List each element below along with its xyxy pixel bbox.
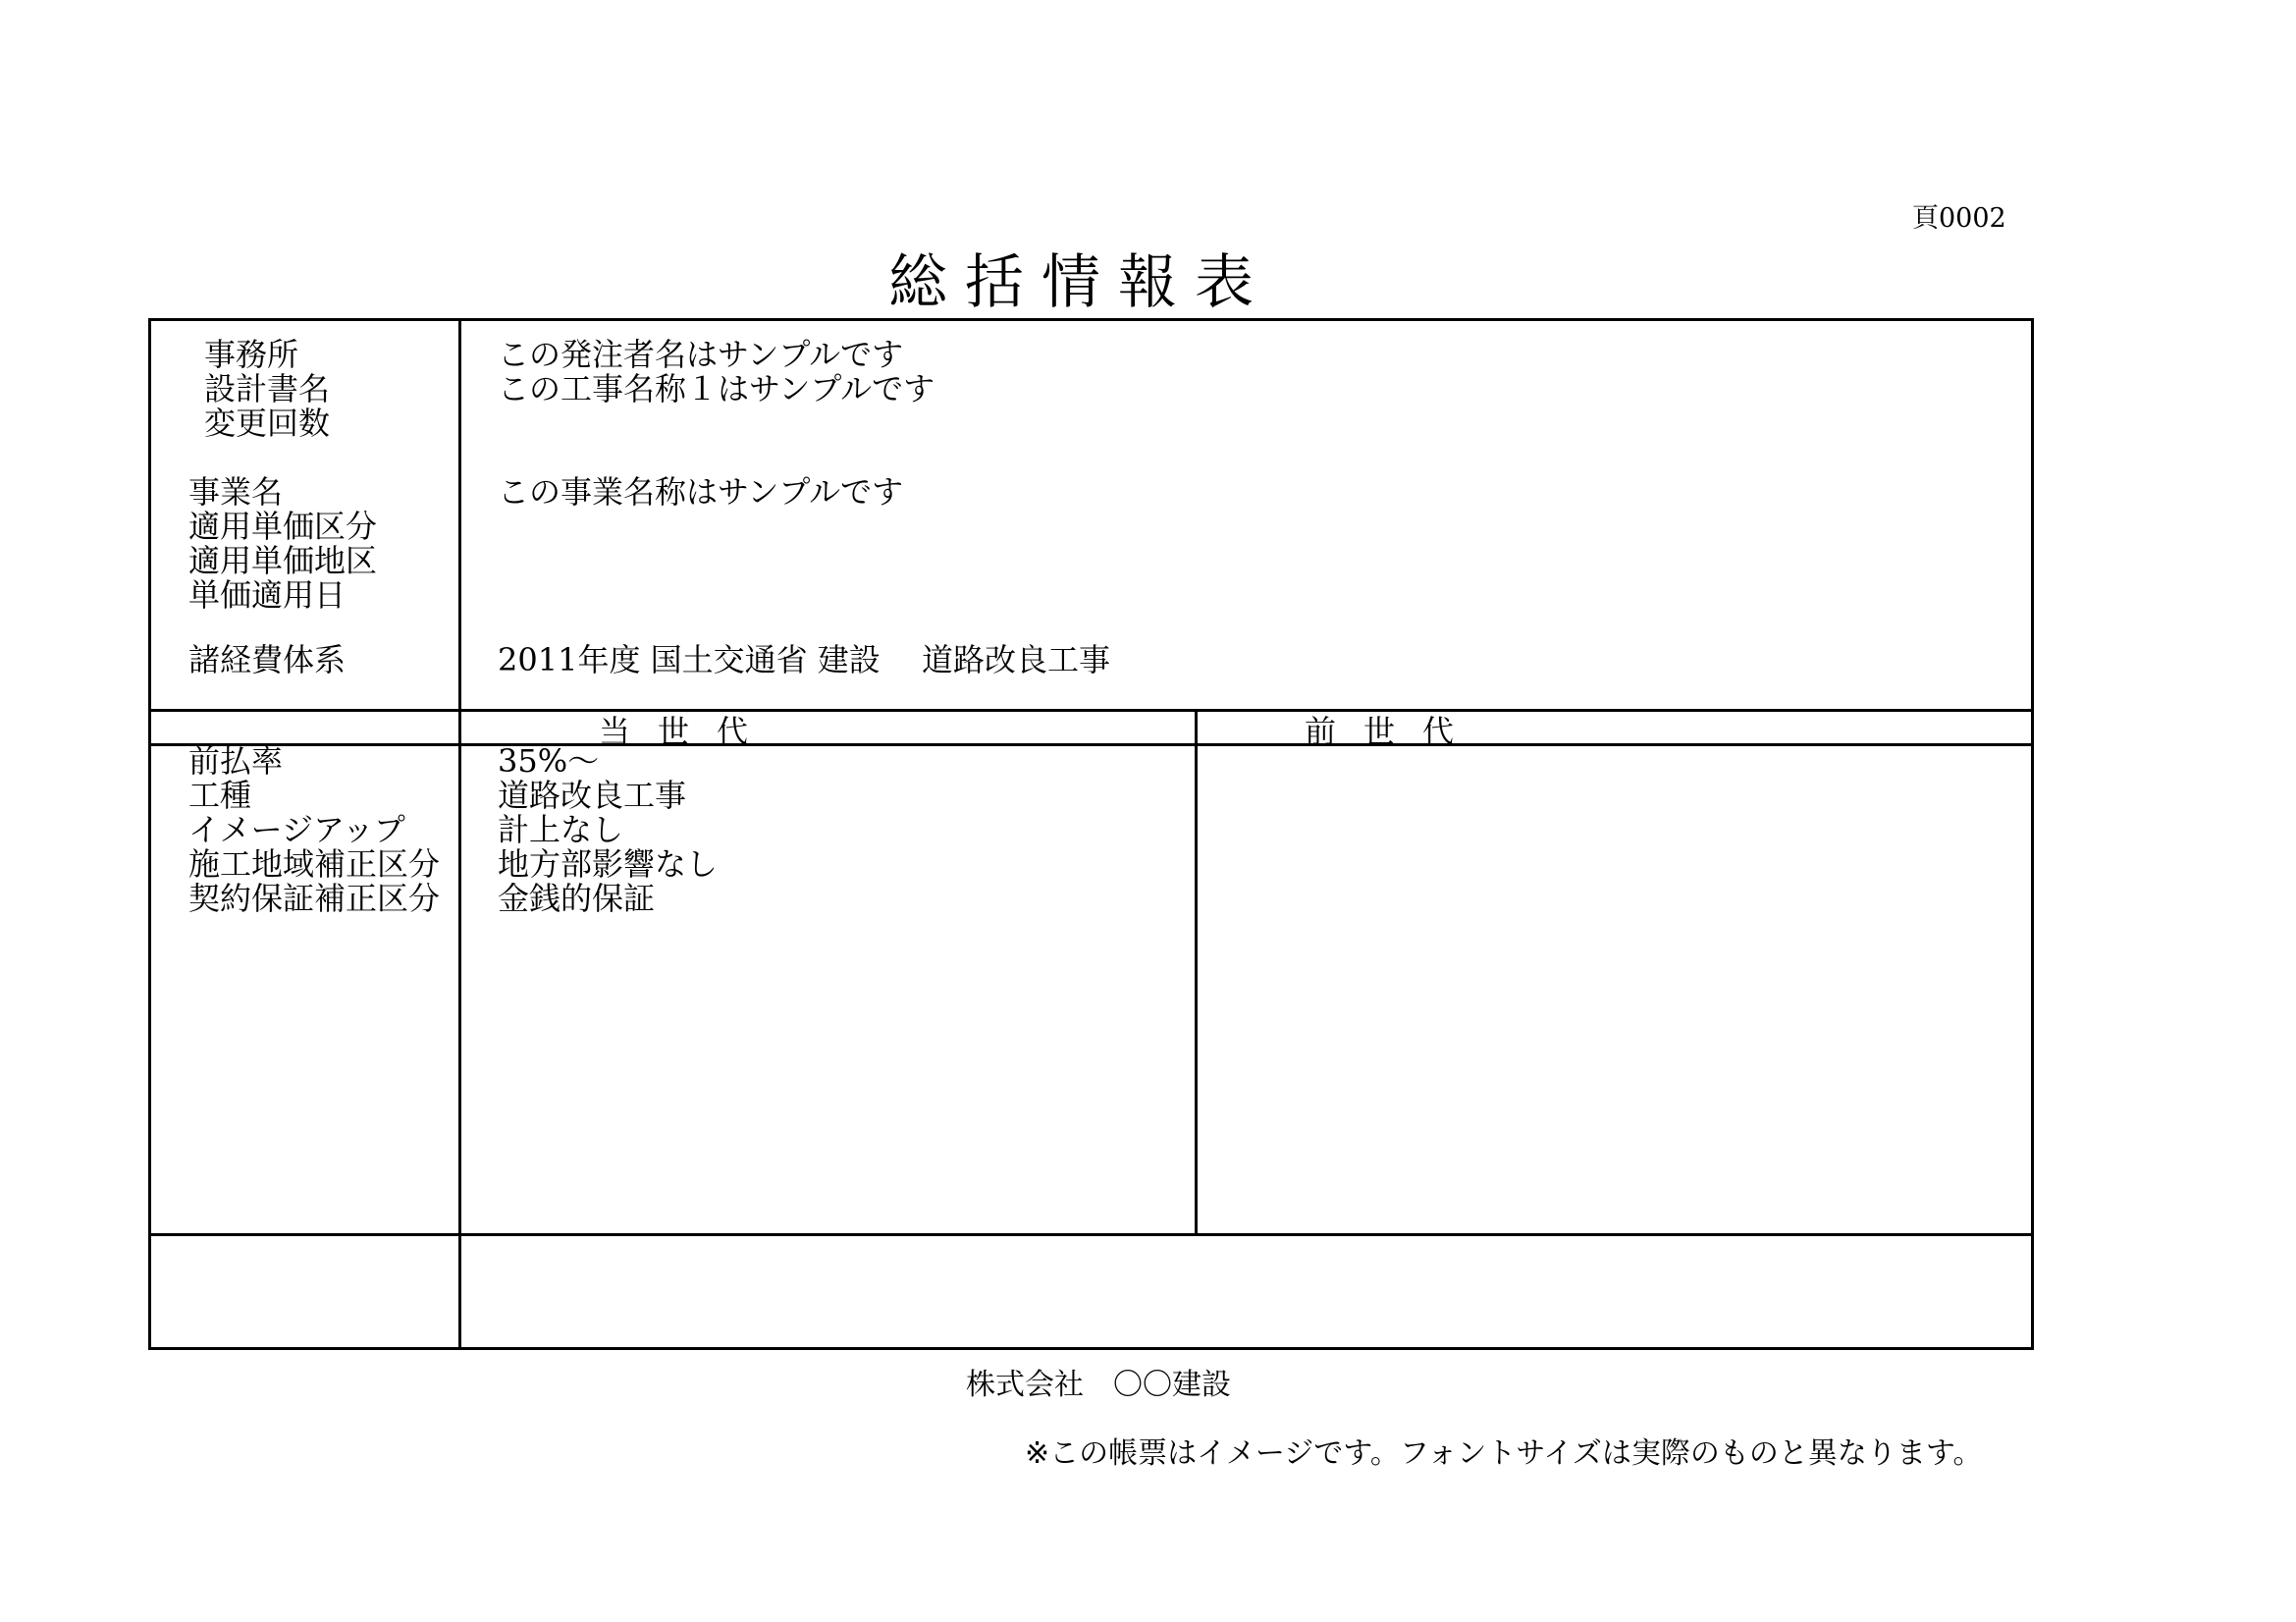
- value-image-up-current: 計上なし: [498, 811, 624, 848]
- label-contract-guarantee: 契約保証補正区分: [188, 880, 441, 917]
- label-change-count: 変更回数: [204, 405, 331, 442]
- summary-form: [148, 318, 2034, 1350]
- value-design-doc: この工事名称１はサンプルです: [498, 370, 935, 407]
- company-name: 株式会社 〇〇建設: [966, 1368, 1231, 1402]
- value-project-name: この事業名称はサンプルです: [498, 473, 904, 511]
- label-area-correction: 施工地域補正区分: [188, 845, 441, 883]
- value-work-type-current: 道路改良工事: [498, 777, 687, 814]
- label-unit-price-date: 単価適用日: [188, 576, 347, 614]
- value-overhead-system: 2011年度 国土交通省 建設 道路改良工事: [498, 641, 1110, 678]
- disclaimer-note: ※この帳票はイメージです。フォントサイズは実際のものと異なります。: [1025, 1436, 1983, 1471]
- label-overhead-system: 諸経費体系: [188, 641, 347, 678]
- column-header-previous: 前世代: [1305, 713, 1482, 750]
- label-design-doc: 設計書名: [204, 370, 331, 407]
- value-contract-guarantee-current: 金銭的保証: [498, 880, 656, 917]
- divider-footer-row: [151, 1233, 2031, 1236]
- page-title: 総括情報表: [888, 248, 1271, 317]
- label-advance-rate: 前払率: [188, 742, 284, 780]
- column-header-current: 当世代: [599, 713, 776, 750]
- label-project-name: 事業名: [188, 473, 284, 511]
- value-office: この発注者名はサンプルです: [498, 336, 904, 373]
- label-work-type: 工種: [188, 777, 252, 814]
- page-number: 頁0002: [1912, 203, 2006, 234]
- value-advance-rate-current: 35%～: [498, 742, 600, 780]
- label-unit-price-class: 適用単価区分: [188, 508, 378, 545]
- value-area-correction-current: 地方部影響なし: [498, 845, 719, 883]
- label-office: 事務所: [204, 336, 299, 373]
- divider-generation-column: [1195, 709, 1198, 1236]
- divider-generation-top: [151, 709, 2031, 712]
- divider-generation-header: [151, 743, 2031, 746]
- divider-label-column: [458, 321, 461, 1347]
- label-unit-price-area: 適用単価地区: [188, 542, 378, 579]
- label-image-up: イメージアップ: [188, 811, 405, 848]
